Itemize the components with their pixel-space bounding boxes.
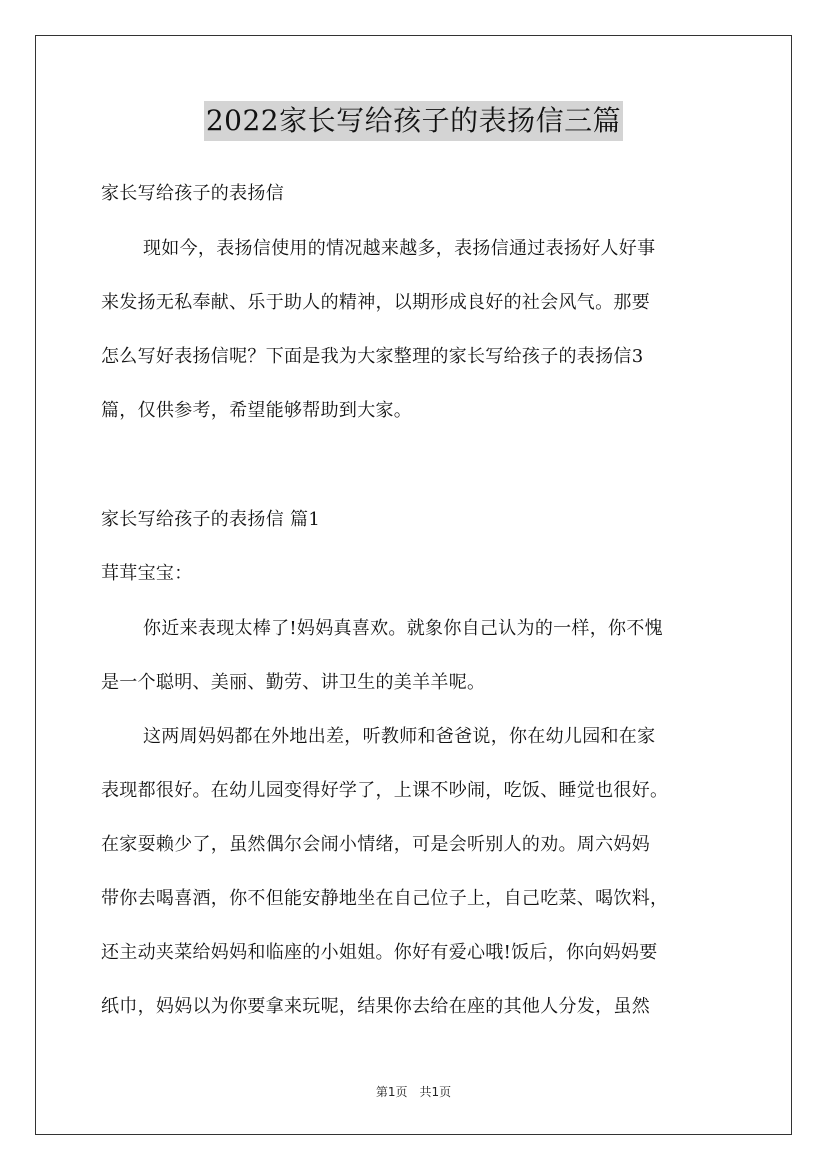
salutation: 茸茸宝宝： bbox=[101, 563, 193, 584]
page-number-footer: 第1页 共1页 bbox=[375, 1085, 452, 1099]
paragraph2-line-2: 表现都很好。在幼儿园变得好学了，上课不吵闹，吃饭、睡觉也很好。 bbox=[101, 780, 669, 801]
paragraph2-line-5: 还主动夹菜给妈妈和临座的小姐姐。你好有爱心哦!饭后，你向妈妈要 bbox=[101, 942, 658, 963]
intro-heading: 家长写给孩子的表扬信 bbox=[101, 183, 284, 204]
paragraph1-line-1: 你近来表现太棒了!妈妈真喜欢。就象你自己认为的一样，你不愧 bbox=[143, 618, 663, 639]
paragraph2-line-4: 带你去喝喜酒，你不但能安静地坐在自己位子上，自己吃菜、喝饮料， bbox=[101, 888, 669, 909]
title-container bbox=[0, 101, 827, 141]
paragraph2-line-3: 在家耍赖少了，虽然偶尔会闹小情绪，可是会听别人的劝。周六妈妈 bbox=[101, 834, 650, 855]
paragraph2-line-6: 纸巾，妈妈以为你要拿来玩呢，结果你去给在座的其他人分发，虽然 bbox=[101, 996, 650, 1017]
section-heading: 家长写给孩子的表扬信 篇1 bbox=[101, 509, 321, 530]
paragraph1-line-2: 是一个聪明、美丽、勤劳、讲卫生的美羊羊呢。 bbox=[101, 672, 486, 693]
intro-line-1: 现如今，表扬信使用的情况越来越多，表扬信通过表扬好人好事 bbox=[143, 238, 656, 259]
intro-line-2: 来发扬无私奉献、乐于助人的精神，以期形成良好的社会风气。那要 bbox=[101, 292, 650, 313]
paragraph2-line-1: 这两周妈妈都在外地出差，听教师和爸爸说，你在幼儿园和在家 bbox=[143, 726, 656, 747]
intro-line-3: 怎么写好表扬信呢？下面是我为大家整理的家长写给孩子的表扬信3 bbox=[101, 346, 644, 367]
intro-line-4: 篇，仅供参考，希望能够帮助到大家。 bbox=[101, 400, 413, 421]
document-title: 2022家长写给孩子的表扬信三篇 bbox=[204, 101, 623, 141]
